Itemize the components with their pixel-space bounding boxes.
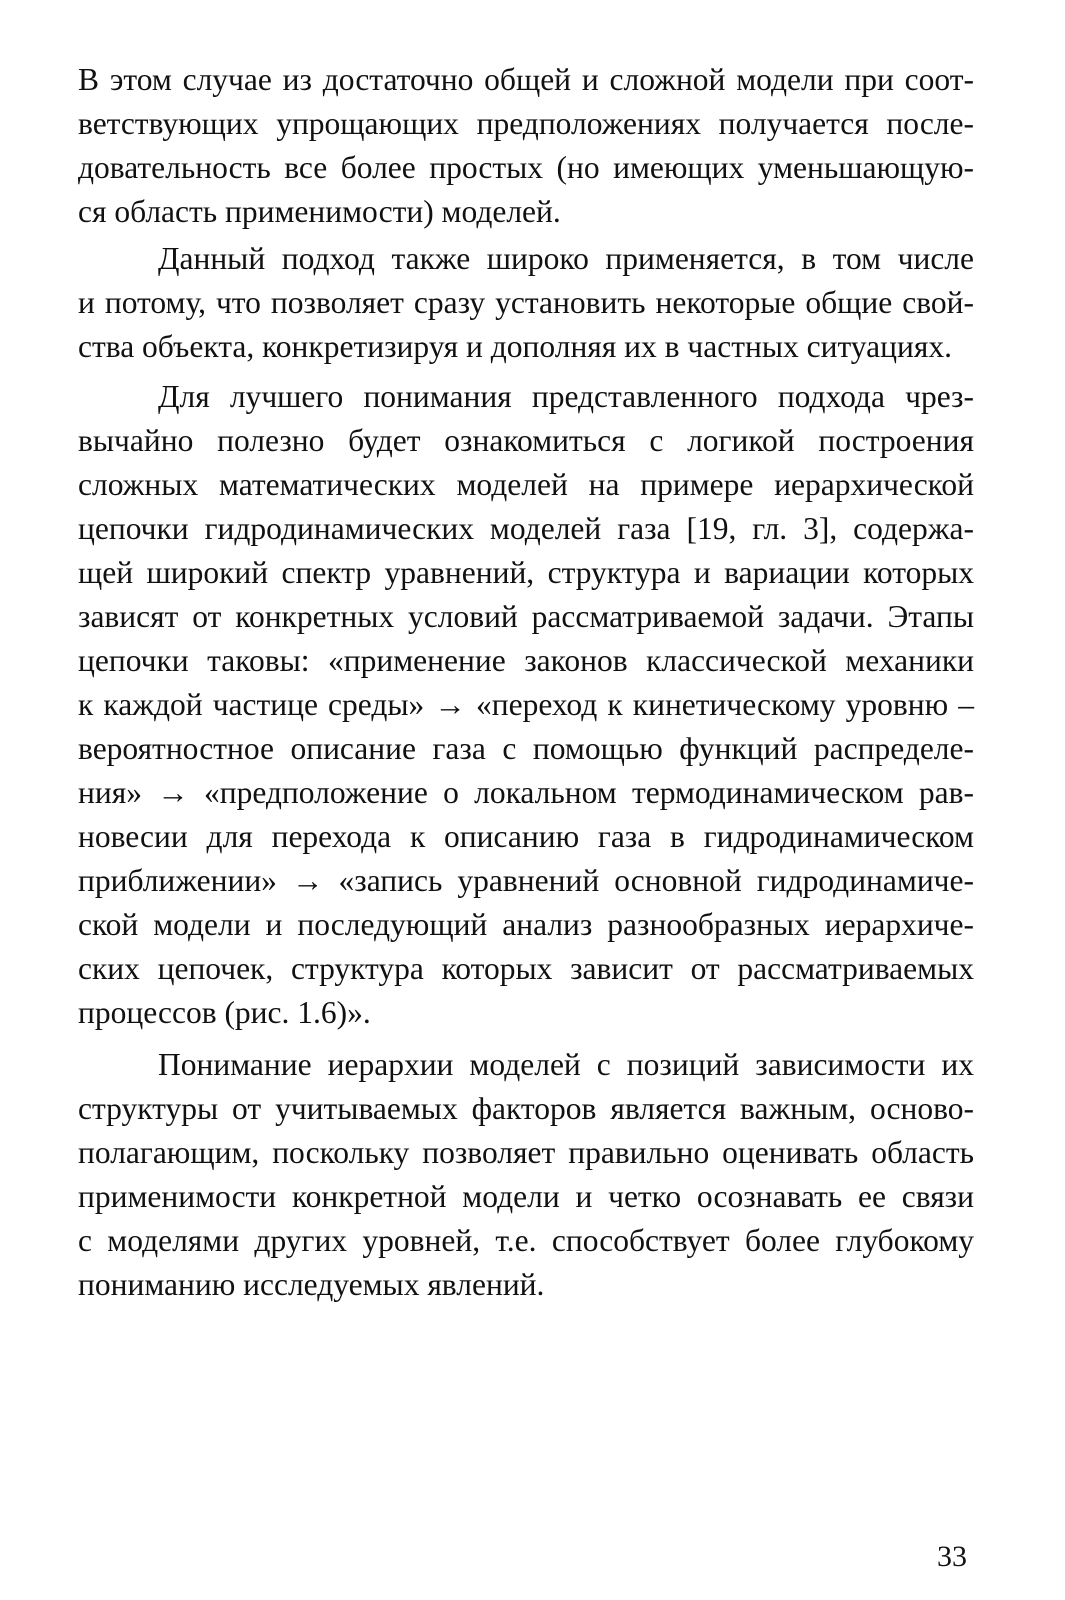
- text-line: В этом случае из достаточно общей и сложной модели при соот-: [78, 62, 974, 97]
- text-line: к каждой частице среды» → «переход к кинетическому уровню –: [78, 687, 974, 722]
- text-line: зависят от конкретных условий рассматриваемой задачи. Этапы: [78, 599, 974, 634]
- text-line: пониманию исследуемых явлений.: [78, 1267, 545, 1302]
- text-line: новесии для перехода к описанию газа в гидродинамическом: [78, 819, 974, 854]
- text-line: Данный подход также широко применяется, в том числе: [158, 241, 974, 276]
- text-line: процессов (рис. 1.6)».: [78, 995, 371, 1030]
- text-line: и потому, что позволяет сразу установить некоторые общие свой-: [78, 285, 974, 320]
- page-number: 33: [937, 1540, 967, 1573]
- text-line: сложных математических моделей на примере иерархической: [78, 467, 974, 502]
- text-line: вычайно полезно будет ознакомиться с логикой построения: [78, 423, 974, 458]
- text-line: Понимание иерархии моделей с позиций зависимости их: [158, 1047, 974, 1082]
- text-line: ся область применимости) моделей.: [78, 194, 561, 229]
- text-line: довательность все более простых (но имеющих уменьшающую-: [78, 150, 974, 185]
- text-line: цепочки таковы: «применение законов классической механики: [78, 643, 974, 678]
- text-line: ских цепочек, структура которых зависит от рассматриваемых: [78, 951, 974, 986]
- text-line: вероятностное описание газа с помощью функций распределе-: [78, 731, 974, 766]
- body-text: [78, 58, 974, 1307]
- paragraph-4: [78, 1043, 974, 1307]
- text-line: ветствующих упрощающих предположениях получается после-: [78, 106, 974, 141]
- text-line: применимости конкретной модели и четко осознавать ее связи: [78, 1179, 974, 1214]
- text-line: ства объекта, конкретизируя и дополняя их в частных ситуациях.: [78, 329, 952, 364]
- text-line: ния» → «предположение о локальном термодинамическом рав-: [78, 775, 974, 810]
- text-line: полагающим, поскольку позволяет правильно оценивать область: [78, 1135, 974, 1170]
- text-line: ской модели и последующий анализ разнообразных иерархиче-: [78, 907, 974, 942]
- paragraph-3: [78, 375, 974, 1035]
- text-line: с моделями других уровней, т.е. способствует более глубокому: [78, 1223, 974, 1258]
- text-line: приближении» → «запись уравнений основной гидродинамиче-: [78, 863, 974, 898]
- paragraph-2: [78, 237, 974, 369]
- text-line: щей широкий спектр уравнений, структура и вариации которых: [78, 555, 974, 590]
- text-line: Для лучшего понимания представленного подхода чрез-: [158, 379, 974, 414]
- paragraph-1: [78, 58, 974, 234]
- text-line: структуры от учитываемых факторов является важным, осново-: [78, 1091, 974, 1126]
- text-line: цепочки гидродинамических моделей газа [19, гл. 3], содержа-: [78, 511, 974, 546]
